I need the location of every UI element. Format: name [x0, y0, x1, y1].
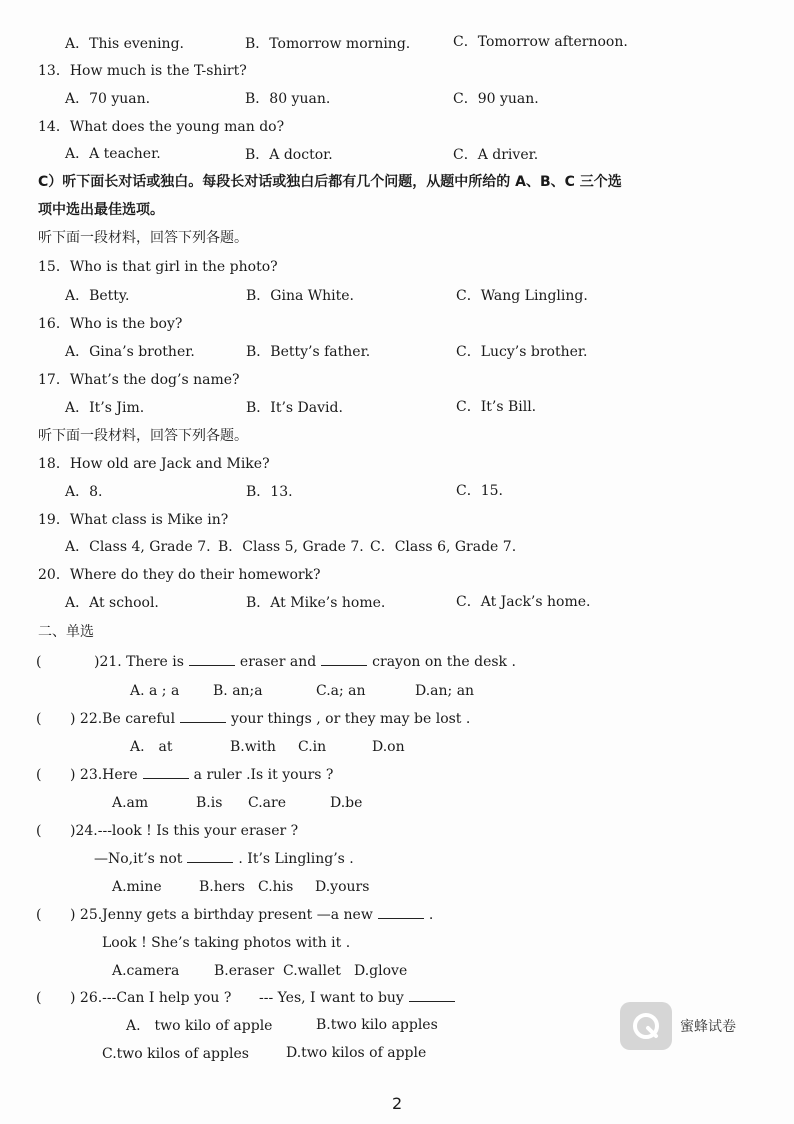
q26-option-c: C.two kilos of apples — [102, 1046, 249, 1062]
q24-stem: )24.---look ! Is this your eraser ? — [70, 823, 299, 839]
q22-option-d: D.on — [372, 739, 405, 755]
q26-reply-text: --- Yes, I want to buy — [259, 990, 404, 1006]
q21-stem-part1: )21. There is — [94, 654, 184, 670]
q14-option-c: C．A driver. — [453, 147, 539, 163]
q15-stem: 15．Who is that girl in the photo? — [38, 259, 278, 275]
q15-option-a: A．Betty. — [65, 288, 130, 304]
q26-reply — [259, 989, 460, 1007]
q14-stem: 14．What does the young man do? — [38, 119, 285, 135]
q22-stem-part1: ) 22.Be careful — [70, 711, 176, 727]
q23-stem-part1: ) 23.Here — [70, 767, 138, 783]
q19-option-a: A．Class 4, Grade 7. — [65, 539, 211, 555]
q17-option-b: B．It’s David. — [246, 400, 343, 416]
q26-option-a: A. two kilo of apple — [126, 1018, 273, 1034]
q22-blank — [180, 710, 226, 723]
material-instruction-2: 听下面一段材料，回答下列各题。 — [38, 428, 248, 444]
q25-stem-line2: Look ! She’s taking photos with it . — [102, 935, 351, 951]
q22-answer-paren: ( — [36, 711, 42, 727]
q25-option-a: A.camera — [112, 963, 180, 979]
q21-blank-2 — [321, 653, 367, 666]
q23-option-a: A.am — [112, 795, 149, 811]
q26-blank — [409, 989, 455, 1002]
q21-option-a: A. a ; a — [130, 683, 180, 699]
page-number: 2 — [392, 1094, 403, 1113]
q23-stem — [70, 766, 333, 784]
section-c-instruction-line1: C）听下面长对话或独白。每段长对话或独白后都有几个问题，从题中所给的 A、B、C 三个选 — [38, 174, 622, 190]
q17-stem: 17．What’s the dog’s name? — [38, 372, 240, 388]
q24-option-c: C.his — [258, 879, 294, 895]
q25-stem — [70, 906, 433, 924]
q13-option-a: A．70 yuan. — [65, 91, 151, 107]
q21-option-d: D.an; an — [415, 683, 475, 699]
q23-option-b: B.is — [196, 795, 223, 811]
q20-option-b: B．At Mike’s home. — [246, 595, 386, 611]
q23-blank — [143, 766, 189, 779]
q22-option-a: A. at — [130, 739, 173, 755]
q14-option-b: B．A doctor. — [245, 147, 333, 163]
q25-stem-part1: ) 25.Jenny gets a birthday present —a new — [70, 907, 373, 923]
material-instruction-1: 听下面一段材料，回答下列各题。 — [38, 230, 248, 246]
q26-option-b: B.two kilo apples — [316, 1017, 438, 1033]
q20-stem: 20．Where do they do their homework? — [38, 567, 321, 583]
q13-stem: 13．How much is the T-shirt? — [38, 63, 247, 79]
q23-option-c: C.are — [248, 795, 286, 811]
q15-option-b: B．Gina White. — [246, 288, 355, 304]
q24-reply-part1: —No,it’s not — [94, 851, 183, 867]
q17-option-a: A．It’s Jim. — [65, 400, 145, 416]
q14-option-a: A．A teacher. — [65, 146, 161, 162]
q23-answer-paren: ( — [36, 767, 42, 783]
q21-option-c: C.a; an — [316, 683, 366, 699]
q21-stem — [94, 653, 516, 671]
q19-option-b: B．Class 5, Grade 7. — [218, 539, 364, 555]
q23-option-d: D.be — [330, 795, 363, 811]
q18-option-c: C．15. — [456, 483, 503, 499]
bee-logo-icon — [630, 1010, 662, 1042]
q13-option-c: C．90 yuan. — [453, 91, 539, 107]
q25-option-c: C.wallet — [283, 963, 341, 979]
q25-option-d: D.glove — [354, 963, 408, 979]
q25-blank — [378, 906, 424, 919]
q24-answer-paren: ( — [36, 823, 42, 839]
q13-option-b: B．80 yuan. — [245, 91, 331, 107]
q22-stem-part2: your things , or they may be lost . — [231, 711, 471, 727]
watermark-text: 蜜蜂试卷 — [680, 1019, 736, 1035]
q16-stem: 16．Who is the boy? — [38, 316, 183, 332]
q25-stem-part2: . — [428, 907, 434, 923]
q24-option-b: B.hers — [199, 879, 245, 895]
q26-answer-paren: ( — [36, 990, 42, 1006]
q25-answer-paren: ( — [36, 907, 42, 923]
q25-option-b: B.eraser — [214, 963, 275, 979]
q20-option-a: A．At school. — [65, 595, 159, 611]
q18-stem: 18．How old are Jack and Mike? — [38, 456, 270, 472]
q16-option-a: A．Gina’s brother. — [65, 344, 195, 360]
watermark-logo-icon — [620, 1002, 672, 1050]
q20-option-c: C．At Jack’s home. — [456, 594, 591, 610]
q24-reply-part2: . It’s Lingling’s . — [238, 851, 354, 867]
q12-option-a: A．This evening. — [65, 36, 184, 52]
q18-option-b: B．13. — [246, 484, 293, 500]
q19-option-c: C．Class 6, Grade 7. — [370, 539, 517, 555]
q24-option-a: A.mine — [112, 879, 162, 895]
q22-stem — [70, 710, 470, 728]
q24-reply — [94, 850, 354, 868]
q22-option-b: B.with — [230, 739, 276, 755]
q15-option-c: C．Wang Lingling. — [456, 288, 588, 304]
q24-blank — [187, 850, 233, 863]
q16-option-b: B．Betty’s father. — [246, 344, 371, 360]
section-2-title: 二、单选 — [38, 624, 94, 640]
q21-stem-part2: eraser and — [239, 654, 317, 670]
q19-stem: 19．What class is Mike in? — [38, 512, 229, 528]
q23-stem-part2: a ruler .Is it yours ? — [193, 767, 334, 783]
q12-option-b: B．Tomorrow morning. — [245, 36, 411, 52]
section-c-instruction-line2: 项中选出最佳选项。 — [38, 202, 164, 218]
q18-option-a: A．8. — [65, 484, 103, 500]
q24-option-d: D.yours — [315, 879, 370, 895]
q21-answer-paren: ( — [36, 654, 42, 670]
q26-stem: ) 26.---Can I help you ? — [70, 990, 232, 1006]
q12-option-c: C．Tomorrow afternoon. — [453, 34, 628, 50]
q16-option-c: C．Lucy’s brother. — [456, 344, 588, 360]
q21-blank-1 — [189, 653, 235, 666]
q21-option-b: B. an;a — [213, 683, 263, 699]
q22-option-c: C.in — [298, 739, 327, 755]
q17-option-c: C．It’s Bill. — [456, 399, 537, 415]
q26-option-d: D.two kilos of apple — [286, 1045, 427, 1061]
q21-stem-part3: crayon on the desk . — [372, 654, 516, 670]
